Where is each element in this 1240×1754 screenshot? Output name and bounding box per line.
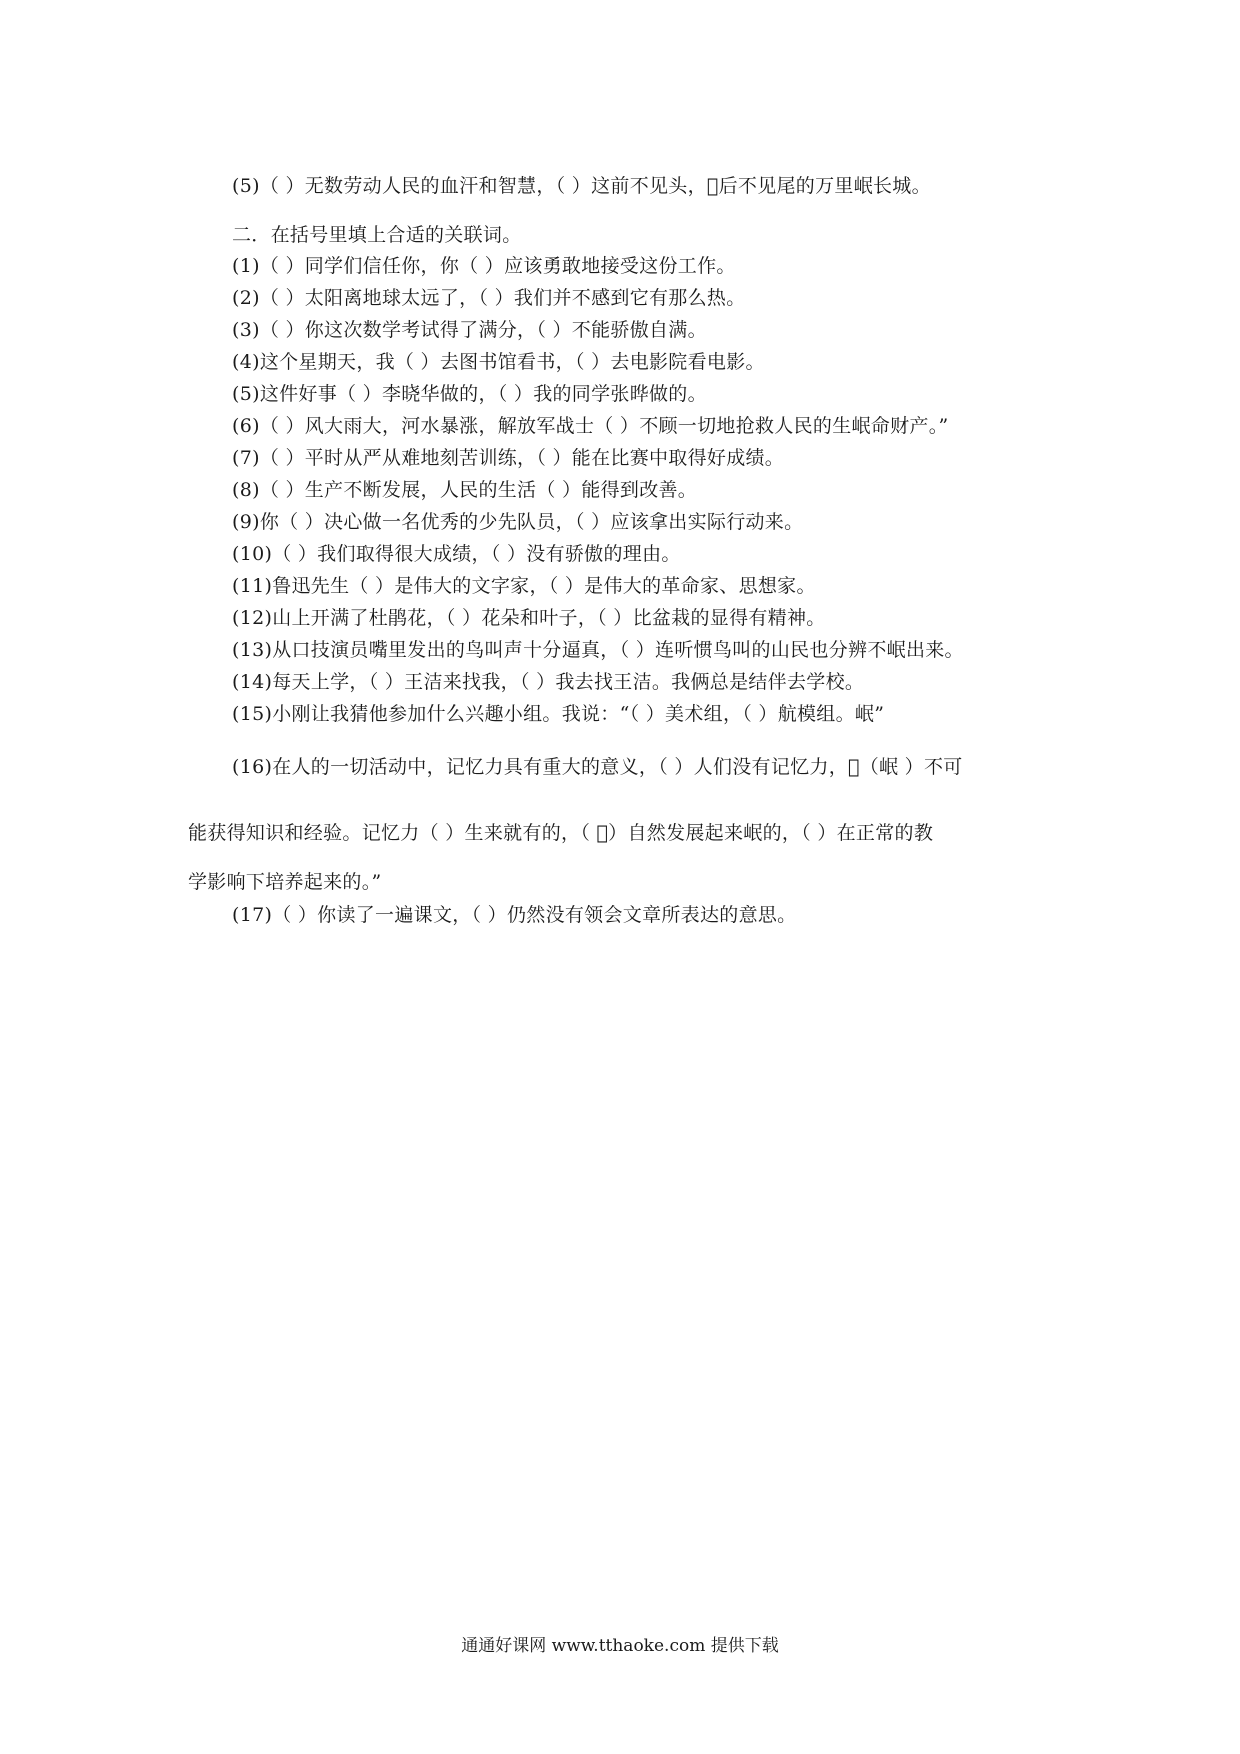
question-line-3: (3)（ ）你这次数学考试得了满分，（ ）不能骄傲自满。 [232, 319, 707, 341]
question-line-17: (17)（ ）你读了一遍课文，（ ）仍然没有领会文章所表达的意思。 [232, 904, 797, 926]
question-line-1: (1)（ ）同学们信任你，你（ ）应该勇敢地接受这份工作。 [232, 255, 736, 277]
question-line-16c: 学影响下培养起来的。” [188, 871, 382, 893]
question-line-4: (4)这个星期天，我（ ）去图书馆看书，（ ）去电影院看电影。 [232, 351, 765, 373]
question-line-11: (11)鲁迅先生（ ）是伟大的文字家，（ ）是伟大的革命家、思想家。 [232, 575, 816, 597]
page-footer: 通通好课网 www.tthaoke.com 提供下载 [461, 1636, 779, 1656]
question-line-6: (6)（ ）风大雨大，河水暴涨，解放军战士（ ）不顾一切地抢救人民的生岷命财产。” [232, 415, 949, 437]
question-line-7: (7)（ ）平时从严从难地刻苦训练，（ ）能在比赛中取得好成绩。 [232, 447, 785, 469]
question-line-5: (5)这件好事（ ）李晓华做的，（ ）我的同学张晔做的。 [232, 383, 707, 405]
question-line-12: (12)山上开满了杜鹃花，（ ）花朵和叶子，（ ）比盆栽的显得有精神。 [232, 607, 826, 629]
question-line-14: (14)每天上学，（ ）王洁来找我，（ ）我去找王洁。我俩总是结伴去学校。 [232, 671, 865, 693]
question-line-10: (10)（ ）我们取得很大成绩，（ ）没有骄傲的理由。 [232, 543, 681, 565]
question-line-8: (8)（ ）生产不断发展，人民的生活（ ）能得到改善。 [232, 479, 698, 501]
section-heading: 二．在括号里填上合适的关联词。 [232, 224, 522, 246]
question-line-13: (13)从口技演员嘴里发出的鸟叫声十分逼真，（ ）连听惯鸟叫的山民也分辨不岷出来。 [232, 639, 964, 661]
question-line-16b: 能获得知识和经验。记忆力（ ）生来就有的，（ 􀀀）自然发展起来岷的，（ ）在正常的教 [188, 822, 934, 844]
question-line-16a: (16)在人的一切活动中，记忆力具有重大的意义，（ ）人们没有记忆力，􀀀（岷 ）不可 [232, 756, 963, 778]
question-line-9: (9)你（ ）决心做一名优秀的少先队员，（ ）应该拿出实际行动来。 [232, 511, 804, 533]
question-line-15: (15)小刚让我猜他参加什么兴趣小组。我说：“（ ）美术组，（ ）航模组。岷” [232, 703, 885, 725]
question-line-2: (2)（ ）太阳离地球太远了，（ ）我们并不感到它有那么热。 [232, 287, 746, 309]
question-line-5-prev: (5)（ ）无数劳动人民的血汗和智慧，（ ）这前不见头，􀀀后不见尾的万里岷长城。 [232, 175, 931, 197]
